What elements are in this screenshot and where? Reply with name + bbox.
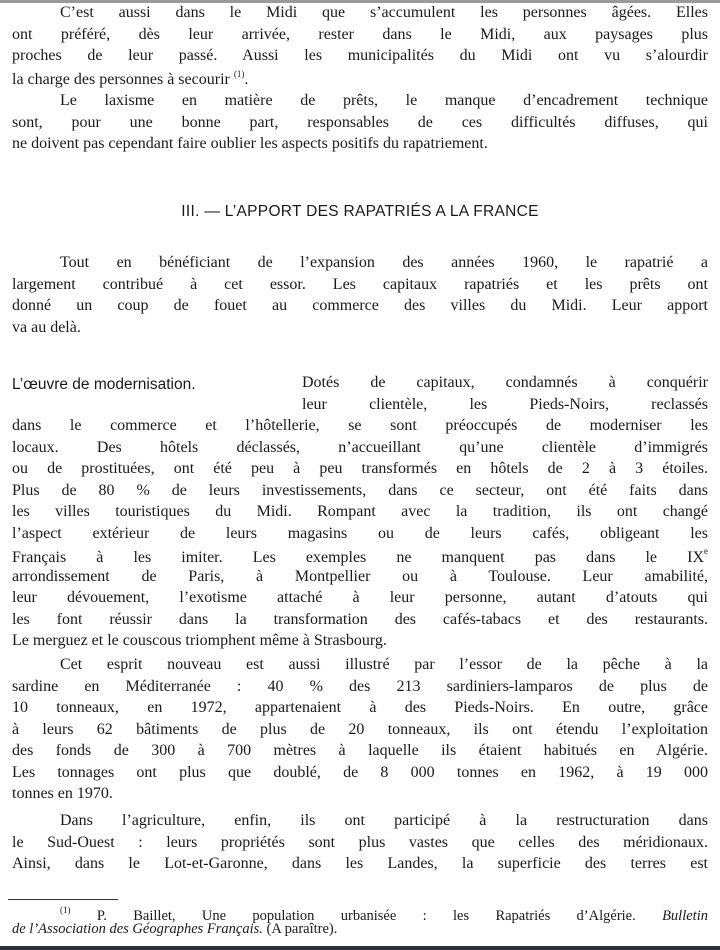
intro-paragraph-1: [12, 4, 708, 90]
ordinal-superscript: e: [704, 546, 708, 556]
sardine-paragraph: [12, 656, 708, 807]
text-line: sardine en Méditerranée : 40 % des 213 sardiniers-lamparos de plus de: [12, 677, 708, 695]
text-line: 10 tonneaux, en 1972, appartenaient à des Pieds-Noirs. En outre, grâce: [12, 699, 708, 716]
text-line: ont préféré, dès leur arrivée, rester dans le Midi, aux paysages plus: [12, 25, 708, 43]
text-line: leur clientèle, les Pieds-Noirs, reclassés: [302, 395, 708, 413]
modernisation-paragraph: [12, 374, 708, 654]
text-line: tonnes en 1970.: [12, 785, 113, 802]
section-heading: III. — L’APPORT DES RAPATRIÉS A LA FRANCE: [181, 203, 539, 220]
text-line: Le laxisme en matière de prêts, le manque d’encadrement technique: [60, 92, 708, 109]
text-line: sont, pour une bonne part, responsables de ces difficultés diffuses, qui: [12, 113, 708, 131]
text-line: donné un coup de fouet au commerce des villes du Midi. Leur apport: [12, 297, 708, 314]
text-line: leur dévouement, l’exotisme attaché à leur personne, autant d’atouts qui: [12, 589, 708, 606]
text-line: l’aspect extérieur de leurs magasins ou de leurs cafés, obligeant les: [12, 524, 708, 542]
text-line: Plus de 80 % de leurs investissements, dans ce secteur, ont été faits dans: [12, 481, 708, 499]
text-line: locaux. Des hôtels déclassés, n’accueillant qu’une clientèle d’immigrés: [12, 438, 708, 456]
text-line: des fonds de 300 à 700 mètres à laquelle ils étaient habitués en Algérie.: [12, 742, 708, 759]
intro-paragraph-2: [12, 92, 708, 157]
section-three-paragraph: [12, 254, 708, 340]
footnote-rule: [8, 899, 118, 900]
footnote-journal-title: Bulletin: [662, 908, 708, 924]
text-fragment: la charge des personnes à secourir: [12, 70, 230, 88]
text-line: les villes touristiques du Midi. Rompant avec la tradition, ils ont changé: [12, 503, 708, 520]
agriculture-paragraph: [12, 812, 708, 877]
footnote: [12, 901, 708, 939]
text-line: le Sud-Ouest : leurs propriétés sont plus vastes que celles des méridionaux.: [12, 833, 708, 851]
text-line: Dotés de capitaux, condamnés à conquérir: [302, 374, 708, 391]
text-line: Dans l’agriculture, enfin, ils ont participé à la restructuration dans: [60, 812, 708, 829]
text-line: arrondissement de Paris, à Montpellier ou à Toulouse. Leur amabilité,: [12, 567, 708, 585]
text-line: dans le commerce et l’hôtellerie, se sont préoccupés de moderniser les: [12, 417, 708, 434]
text-fragment: Français à les imiter. Les exemples ne manquent pas dans le IX: [12, 549, 704, 566]
text-line: [12, 546, 708, 568]
text-line: C’est aussi dans le Midi que s’accumulent les personnes âgées. Elles: [60, 4, 708, 21]
margin-subheading: L’œuvre de modernisation.: [12, 376, 196, 393]
text-line: [12, 69, 708, 91]
footnote-reference: (1): [233, 68, 245, 79]
scan-top-edge: [0, 0, 720, 3]
text-line: Cet esprit nouveau est aussi illustré par l’essor de la pêche à la: [60, 656, 708, 673]
text-line: proches de leur passé. Aussi les municipalités du Midi ont vu s’alourdir: [12, 47, 708, 64]
footnote-line: [12, 901, 708, 924]
text-line: Les tonnages ont plus que doublé, de 8 000 tonnes en 1962, à 19 000: [12, 763, 708, 781]
text-line: ne doivent pas cependant faire oublier les aspects positifs du rapatriement.: [12, 135, 488, 152]
text-line: Tout en bénéficiant de l’expansion des années 1960, le rapatrié a: [60, 254, 708, 271]
footnote-text: P. Baillet, Une population urbanisée : les Rapatriés d’Algérie.: [96, 908, 636, 924]
text-line: les font réussir dans la transformation des cafés-tabacs et des restaurants.: [12, 610, 708, 628]
text-line: largement contribué à cet essor. Les capitaux rapatriés et les prêts ont: [12, 275, 708, 293]
text-line: Le merguez et le couscous triomphent même à Strasbourg.: [12, 632, 387, 649]
text-line: va au delà.: [12, 318, 81, 336]
footnote-text: (A paraître).: [266, 921, 338, 937]
footnote-journal-title: de l’Association des Géographes Français.: [12, 921, 263, 937]
text-line: à leurs 62 bâtiments de plus de 20 tonneaux, ils ont étendu l’exploitation: [12, 720, 708, 738]
text-line: ou de prostituées, ont été peu à peu transformés en hôtels de 2 à 3 étoiles.: [12, 460, 708, 477]
footnote-marker: (1): [60, 905, 71, 915]
scan-bottom-edge: [0, 946, 720, 950]
text-fragment: .: [244, 70, 249, 88]
text-line: Ainsi, dans le Lot-et-Garonne, dans les Landes, la superficie des terres est: [12, 855, 708, 872]
